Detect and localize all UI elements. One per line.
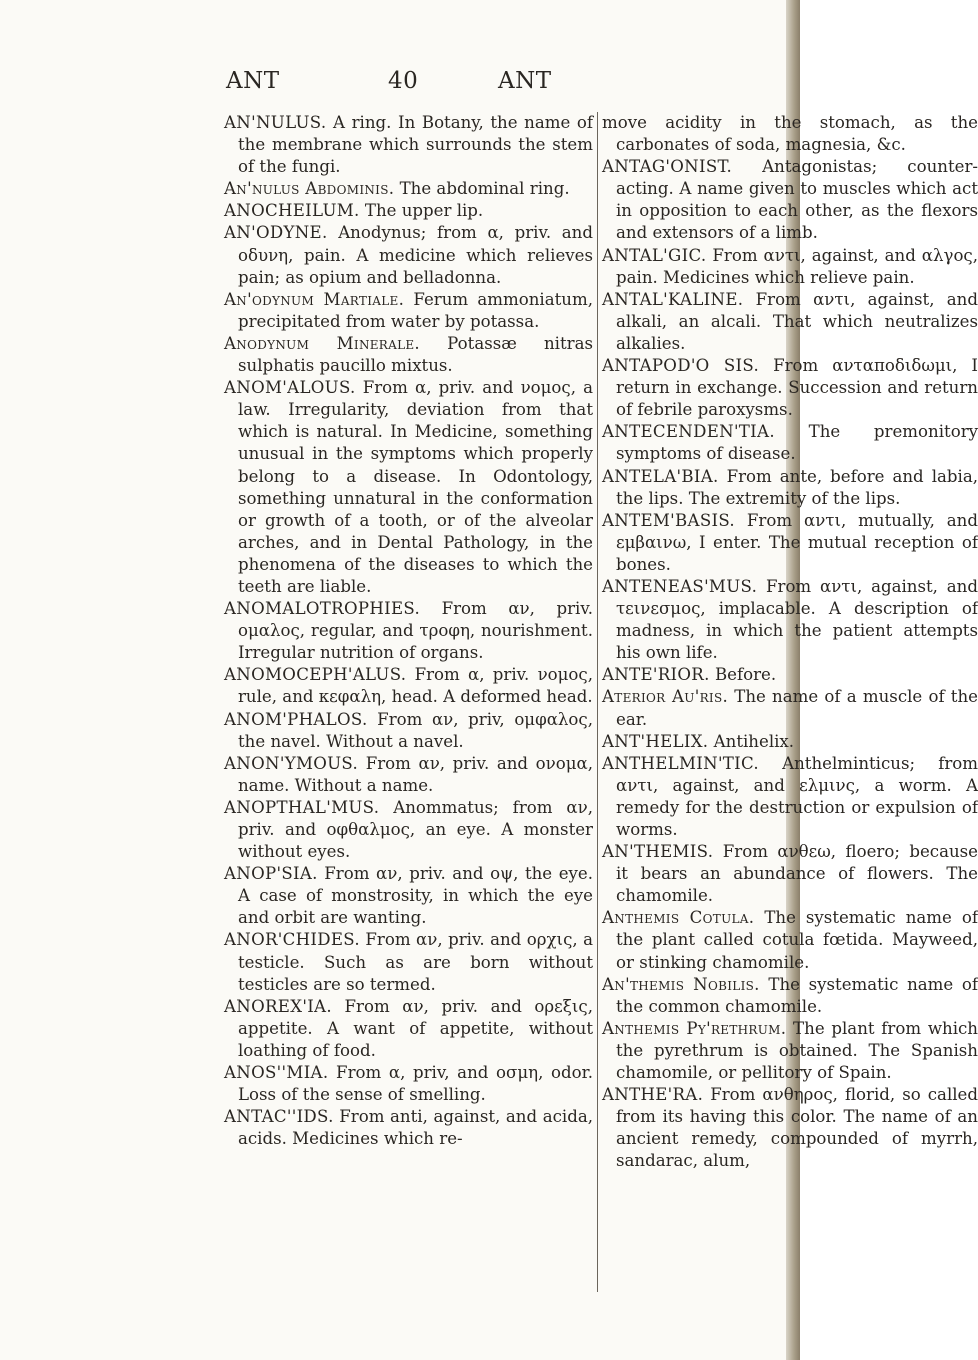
entry-headword: ANOMOCEPH'ALUS.: [224, 665, 407, 685]
entry-headword: AN'THEMIS.: [602, 842, 714, 862]
entry-headword: ANTEM'BASIS.: [602, 510, 735, 530]
entry-headword: ANOPTHAL'MUS.: [224, 797, 380, 817]
entry-definition: From αντι, mutually, and εμβαινω, I enter. The mutual reception of bones.: [616, 510, 978, 574]
dictionary-entry: [602, 1084, 978, 1172]
dictionary-entry: [224, 753, 593, 797]
entry-definition: From ανταποδιδωμι, I return in exchange. Succession and return of febrile paroxysms.: [616, 356, 978, 420]
dictionary-entry: [224, 200, 593, 222]
entry-definition: A ring. In Botany, the name of the membrane which surrounds the stem of the fungi.: [238, 113, 593, 177]
running-head-right: ANT: [498, 68, 552, 94]
dictionary-entry: [602, 510, 978, 576]
entry-definition: The plant from which the pyrethrum is obtained. The Spanish chamomile, or pellitory of Spain.: [616, 1018, 978, 1083]
entry-definition: The systematic name of the common chamomile.: [616, 974, 978, 1016]
dictionary-entry: [602, 421, 978, 465]
dictionary-entry: [224, 289, 593, 333]
entry-definition: Anthelminticus; from αντι, against, and ελμινς, a worm. A remedy for the destruction or expulsion of worms.: [616, 753, 978, 839]
entry-headword: ANTHE'RA.: [602, 1085, 704, 1105]
entry-headword: An'themis Nobilis.: [602, 974, 760, 994]
dictionary-entry: [224, 1106, 593, 1150]
entry-headword: ANOMALOTROPHIES.: [224, 599, 421, 619]
entry-definition: Anommatus; from αν, priv. and οφθαλμος, an eye. A monster without eyes.: [238, 797, 593, 862]
left-column: [224, 112, 593, 1150]
dictionary-entry: [224, 598, 593, 664]
entry-definition: From α, priv, and οσμη, odor. Loss of the sense of smelling.: [238, 1063, 593, 1105]
dictionary-entry: [602, 974, 978, 1018]
dictionary-entry: [224, 333, 593, 377]
entry-definition: Antihelix.: [708, 731, 795, 751]
entry-headword: ANTAG'ONIST.: [602, 157, 733, 177]
running-head-left: ANT: [226, 68, 280, 94]
dictionary-entry: [602, 355, 978, 421]
dictionary-entry: [224, 377, 593, 598]
entry-headword: ANOCHEILUM.: [224, 201, 360, 221]
entry-headword: Anthemis Cotula.: [602, 908, 755, 928]
entry-definition: From αν, priv. and ονομα, name. Without a name.: [238, 753, 593, 795]
dictionary-entry: [602, 156, 978, 244]
dictionary-entry: [602, 466, 978, 510]
dictionary-entry: [602, 841, 978, 907]
entry-definition: The premonitory symptoms of disease.: [616, 422, 978, 464]
entry-definition: From αν, priv. and ορεξις, appetite. A want of appetite, without loathing of food.: [238, 996, 593, 1060]
dictionary-entry: [602, 576, 978, 664]
entry-headword: ANTELA'BIA.: [602, 466, 719, 486]
right-column: [602, 112, 978, 1173]
entry-definition: Anodynus; from α, priv. and οδυνη, pain. A medicine which relieves pain; as opium and belladonna.: [238, 223, 593, 287]
entry-definition: From αν, priv. ομαλος, regular, and τροφη, nourishment. Irregular nutrition of organs.: [238, 599, 593, 663]
entry-headword: ANOS''MIA.: [224, 1063, 329, 1083]
entry-headword: ANTHELMIN'TIC.: [602, 753, 760, 773]
entry-definition: Ferum ammoniatum, precipitated from water by potassa.: [238, 289, 593, 331]
entry-definition: The upper lip.: [359, 201, 484, 221]
entry-headword: ANTAC''IDS.: [224, 1107, 334, 1127]
entry-definition: From α, priv. and νομος, a law. Irregularity, deviation from that which is natural. In Medicine, something unusual in the symptoms which properly belong to a disease. In Odontology, something unnatural in the conformation or growth of a tooth, or of the alveolar arches, and in Dental Pathology, in the phenomena of the diseases to which the teeth are liable.: [238, 378, 593, 596]
entry-definition: Antagonistas; counter-acting. A name given to muscles which act in opposition to each other, as the flexors and extensors of a limb.: [616, 157, 978, 243]
entry-definition: From anti, against, and acida, acids. Medicines which re-: [238, 1107, 593, 1149]
dictionary-entry: [602, 289, 978, 355]
entry-headword: ANON'YMOUS.: [224, 753, 359, 773]
entry-definition: From αν, priv. and οψ, the eye. A case of monstrosity, in which the eye and orbit are wanting.: [238, 864, 593, 928]
entry-headword: Anodynum Minerale.: [224, 333, 421, 353]
entry-definition: From αν, priv, ομφαλος, the navel. Without a navel.: [238, 709, 593, 751]
entry-headword: ANOR'CHIDES.: [224, 930, 360, 950]
entry-headword: ANTECENDEN'TIA.: [602, 422, 775, 442]
dictionary-entry: [602, 664, 978, 686]
dictionary-entry: [224, 222, 593, 288]
entry-definition: From ante, before and labia, the lips. The extremity of the lips.: [616, 466, 978, 508]
entry-definition: The name of a muscle of the ear.: [616, 687, 978, 729]
dictionary-entry: [602, 753, 978, 841]
entry-headword: ANOM'PHALOS.: [224, 709, 368, 729]
entry-definition: From αντι, against, and αλγος, pain. Medicines which relieve pain.: [616, 245, 978, 287]
entry-headword: ANTENEAS'MUS.: [602, 576, 758, 596]
column-divider: [597, 112, 598, 1292]
entry-headword: ANTAL'GIC.: [602, 245, 707, 265]
entry-headword: ANOM'ALOUS.: [224, 378, 356, 398]
dictionary-entry: [224, 178, 593, 200]
entry-definition: From ανθεω, floero; because it bears an abundance of flowers. The chamomile.: [616, 842, 978, 906]
entry-definition: move acidity in the stomach, as the carbonates of soda, magnesia, &c.: [602, 113, 978, 155]
dictionary-entry: [602, 245, 978, 289]
dictionary-entry: [224, 996, 593, 1062]
dictionary-entry: [224, 863, 593, 929]
entry-headword: AN'ODYNE.: [224, 223, 328, 243]
entry-headword: ANOP'SIA.: [224, 864, 318, 884]
entry-headword: ANOREX'IA.: [224, 996, 332, 1016]
dictionary-entry: [224, 929, 593, 995]
dictionary-entry: [224, 112, 593, 178]
dictionary-entry: [602, 1018, 978, 1084]
dictionary-entry: [224, 797, 593, 863]
entry-headword: An'nulus Abdominis.: [224, 179, 395, 199]
dictionary-entry: [602, 112, 978, 156]
dictionary-entry: [224, 709, 593, 753]
entry-headword: ANT'HELIX.: [602, 731, 709, 751]
dictionary-entry: [602, 907, 978, 973]
entry-definition: From αντι, against, and τεινεσμος, implacable. A description of madness, in which the patient attempts his own life.: [616, 576, 978, 663]
dictionary-entry: [602, 686, 978, 730]
entry-headword: Anthemis Py'rethrum.: [602, 1018, 787, 1038]
entry-headword: An'odynum Martiale.: [224, 289, 405, 309]
entry-headword: ANTAPOD'O SIS.: [602, 356, 760, 376]
entry-definition: The systematic name of the plant called cotula fœtida. Mayweed, or stinking chamomile.: [616, 908, 978, 972]
dictionary-entry: [602, 731, 978, 753]
running-head: [0, 68, 800, 108]
entry-definition: Before.: [709, 665, 777, 685]
entry-definition: The abdominal ring.: [394, 179, 570, 199]
entry-definition: From αν, priv. and ορχις, a testicle. Such as are born without testicles are so termed.: [238, 930, 593, 994]
entry-headword: ANTE'RIOR.: [602, 665, 710, 685]
entry-definition: From α, priv. νομος, rule, and κεφαλη, head. A deformed head.: [238, 665, 593, 707]
entry-definition: From ανθηρος, florid, so called from its having this color. The name of an ancient remedy, compounded of myrrh, sandarac, alum,: [616, 1085, 978, 1171]
page-number: 40: [388, 68, 419, 94]
entry-definition: From αντι, against, and alkali, an alcali. That which neutralizes alkalies.: [616, 289, 978, 353]
dictionary-entry: [224, 664, 593, 708]
entry-definition: Potassæ nitras sulphatis paucillo mixtus.: [238, 333, 593, 376]
entry-headword: Aterior Au'ris.: [602, 687, 729, 707]
dictionary-entry: [224, 1062, 593, 1106]
entry-headword: AN'NULUS.: [224, 113, 327, 132]
entry-headword: ANTAL'KALINE.: [602, 289, 744, 309]
